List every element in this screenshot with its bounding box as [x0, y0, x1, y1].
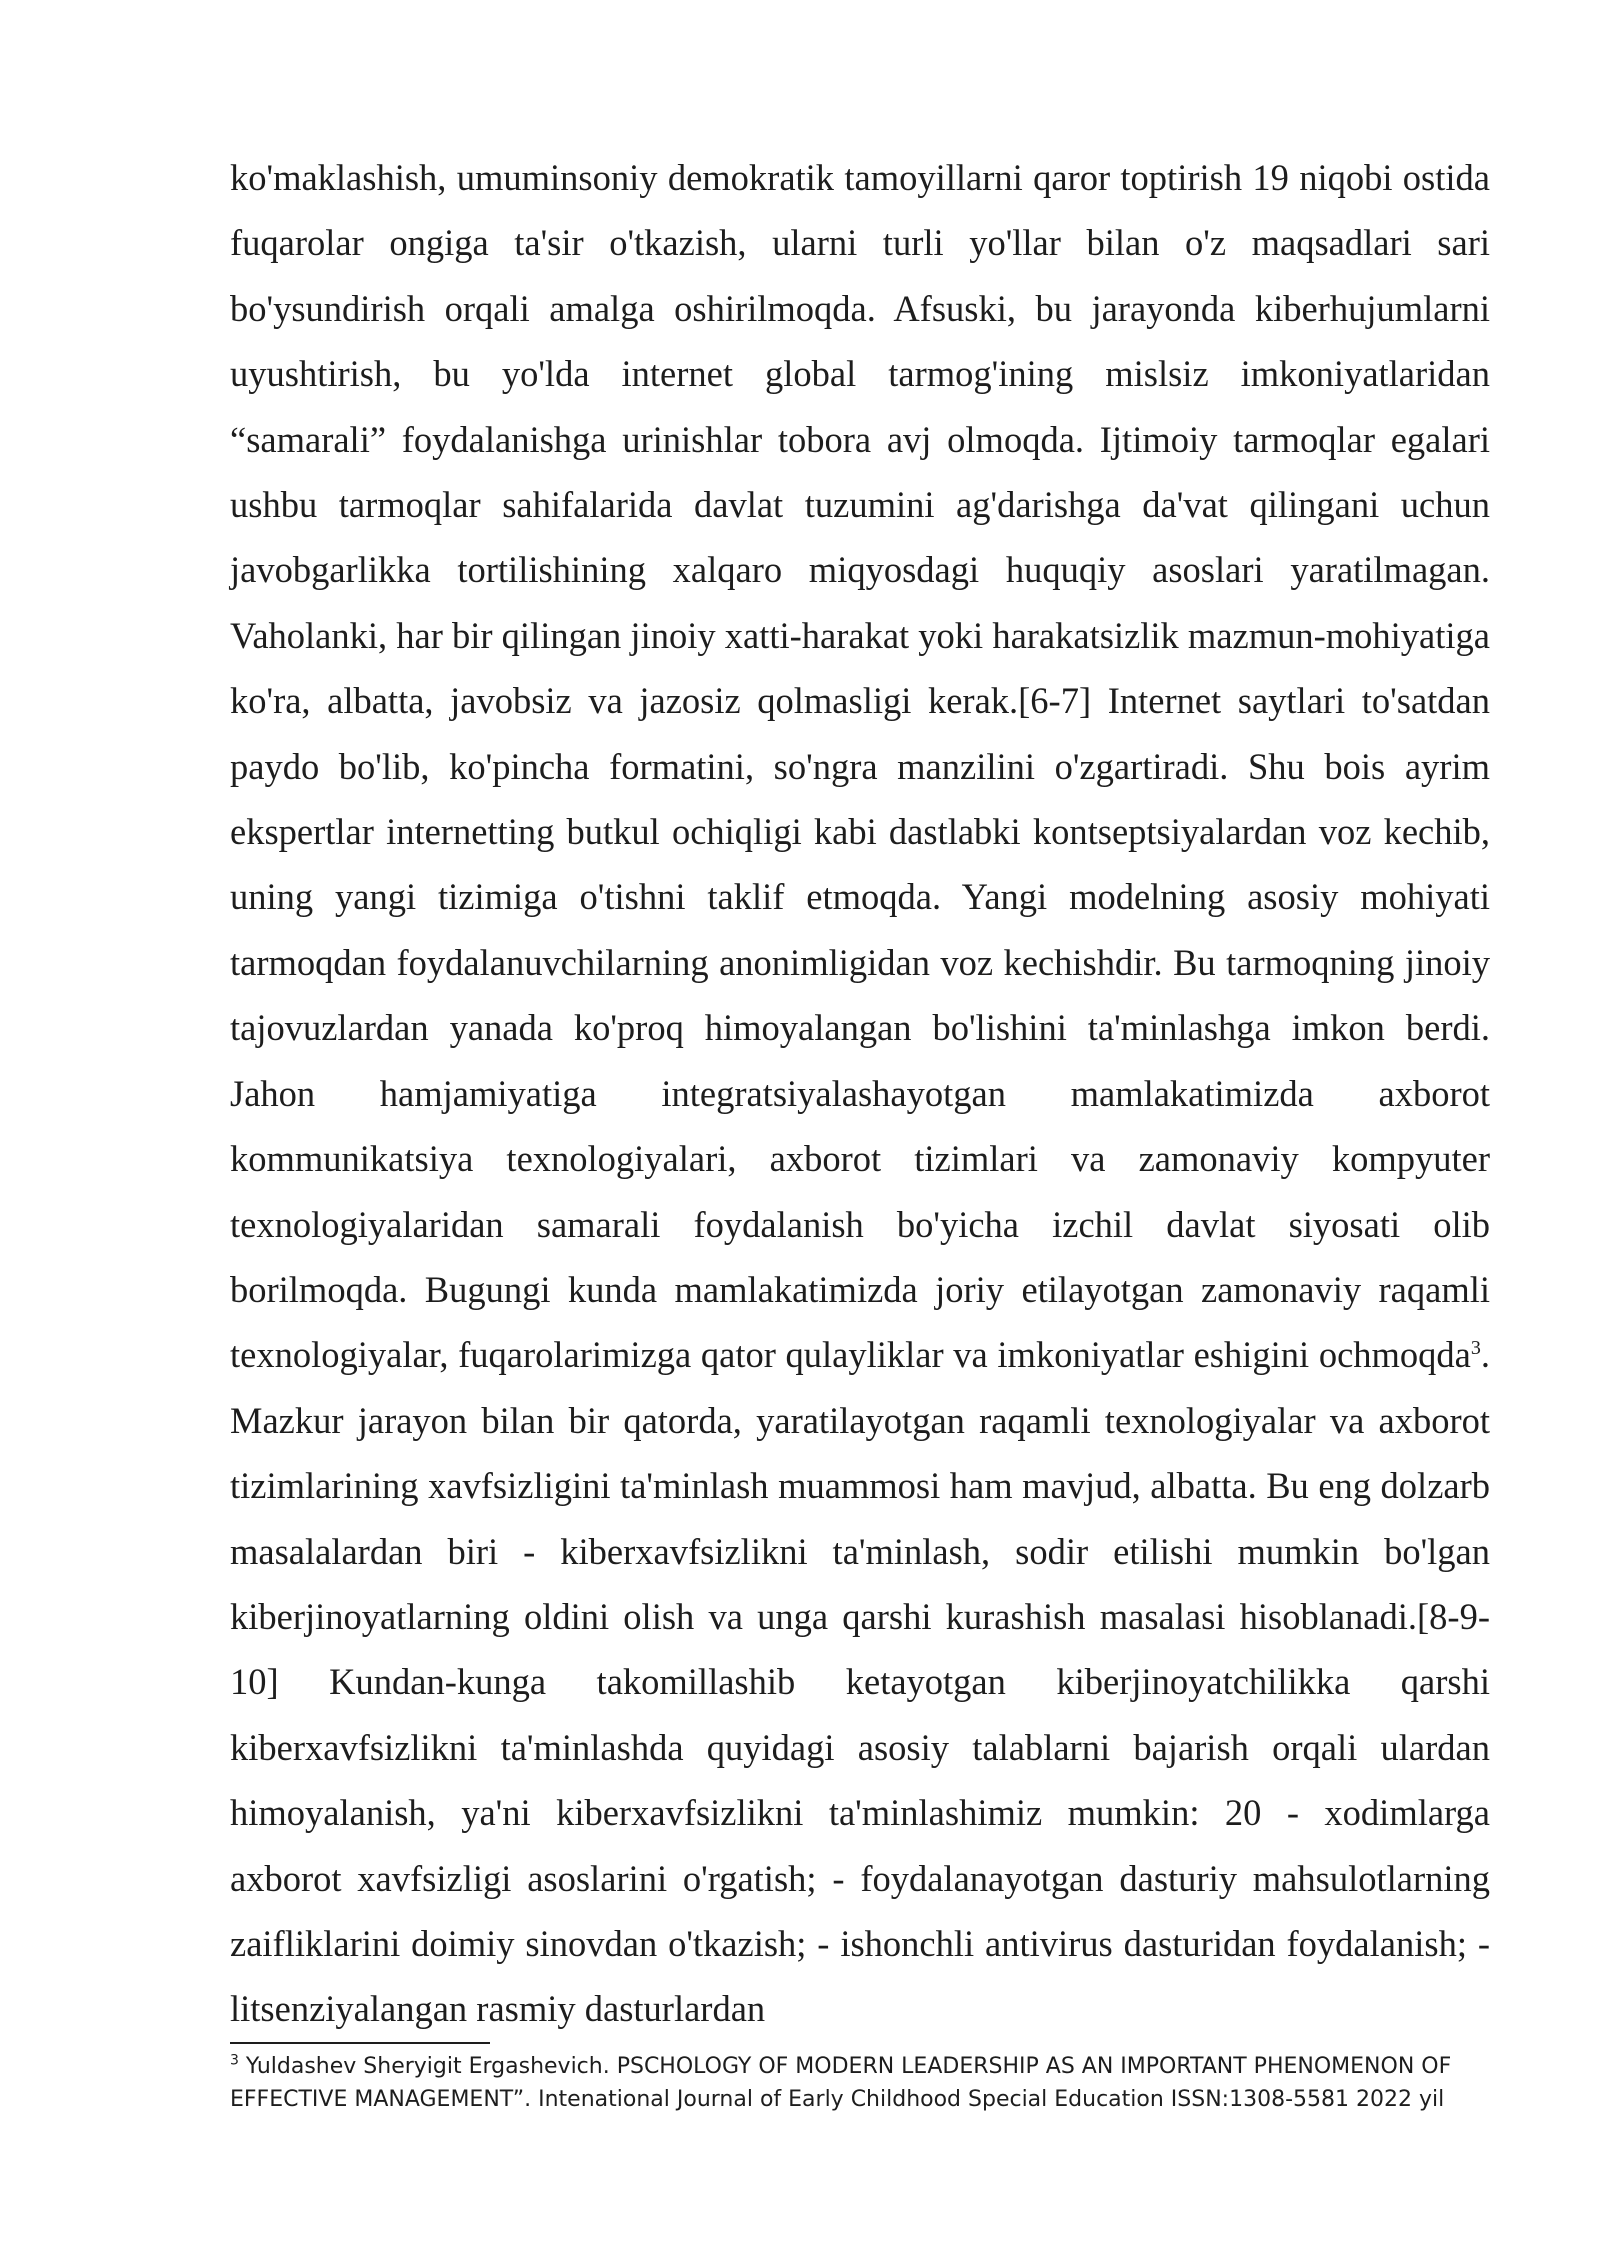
paragraph-text-part-2: . Mazkur jarayon bilan bir qatorda, yaratilayotgan raqamli texnologiyalar va axborot tizimlarining xavfsizligini ta'minlash muammosi ham mavjud, albatta. Bu eng dolzarb masalalardan biri - kiberxavfsizlikni ta'minlash, sodir etilishi mumkin bo'lgan kiberjinoyatlarning oldini olish va unga qarshi kurashish masalasi hisoblanadi.[8-9-10] Kundan-kunga takomillashib ketayotgan kiberjinoyatchilikka qarshi kiberxavfsizlikni ta'minlashda quyidagi asosiy talablarni bajarish orqali ulardan himoyalanish, ya'ni kiberxavfsizlikni ta'minlashimiz mumkin: 20 - xodimlarga axborot xavfsizligi asoslarini o'rgatish; - foydalanayotgan dasturiy mahsulotlarning zaifliklarini doimiy sinovdan o'tkazish; - ishonchli antivirus dasturidan foydalanish; - litsenziyalangan rasmiy dasturlardan: [230, 1334, 1490, 2030]
paragraph-text-part-1: ko'maklashish, umuminsoniy demokratik tamoyillarni qaror toptirish 19 niqobi ostida fuqarolar ongiga ta'sir o'tkazish, ularni turli yo'llar bilan o'z maqsadlari sari bo'ysundirish orqali amalga oshirilmoqda. Afsuski, bu jarayonda kiberhujumlarni uyushtirish, bu yo'lda internet global tarmog'ining mislsiz imkoniyatlaridan “samarali” foydalanishga urinishlar tobora avj olmoqda. Ijtimoiy tarmoqlar egalari ushbu tarmoqlar sahifalarida davlat tuzumini ag'darishga da'vat qilingani uchun javobgarlikka tortilishining xalqaro miqyosdagi huquqiy asoslari yaratilmagan. Vaholanki, har bir qilingan jinoiy xatti-harakat yoki harakatsizlik mazmun-mohiyatiga ko'ra, albatta, javobsiz va jazosiz qolmasligi kerak.[6-7] Internet saytlari to'satdan paydo bo'lib, ko'pincha formatini, so'ngra manzilini o'zgartiradi. Shu bois ayrim ekspertlar internetting butkul ochiqligi kabi dastlabki kontseptsiyalardan voz kechib, uning yangi tizimiga o'tishni taklif etmoqda. Yangi modelning asosiy mohiyati tarmoqdan foydalanuvchilarning anonimligidan voz kechishdir. Bu tarmoqning jinoiy tajovuzlardan yanada ko'proq himoyalangan bo'lishini ta'minlashga imkon berdi. Jahon hamjamiyatiga integratsiyalashayotgan mamlakatimizda axborot kommunikatsiya texnologiyalari, axborot tizimlari va zamonaviy kompyuter texnologiyalaridan samarali foydalanish bo'yicha izchil davlat siyosati olib borilmoqda. Bugungi kunda mamlakatimizda joriy etilayotgan zamonaviy raqamli texnologiyalar, fuqarolarimizga qator qulayliklar va imkoniyatlar eshigini ochmoqda: [230, 157, 1490, 1376]
footnote-number: 3: [230, 2052, 239, 2069]
body-paragraph: [230, 145, 1490, 2042]
footnote: [230, 2050, 1510, 2116]
footnote-separator: [230, 2042, 490, 2044]
footnote-text: Yuldashev Sheryigit Ergashevich. PSCHOLOGY OF MODERN LEADERSHIP AS AN IMPORTANT PHENOMENON OF EFFECTIVE MANAGEMENT”. Intenational Journal of Early Childhood Special Education ISSN:1308-5581 2022 yil: [230, 2054, 1452, 2112]
footnote-reference[interactable]: 3: [1470, 1337, 1481, 1360]
